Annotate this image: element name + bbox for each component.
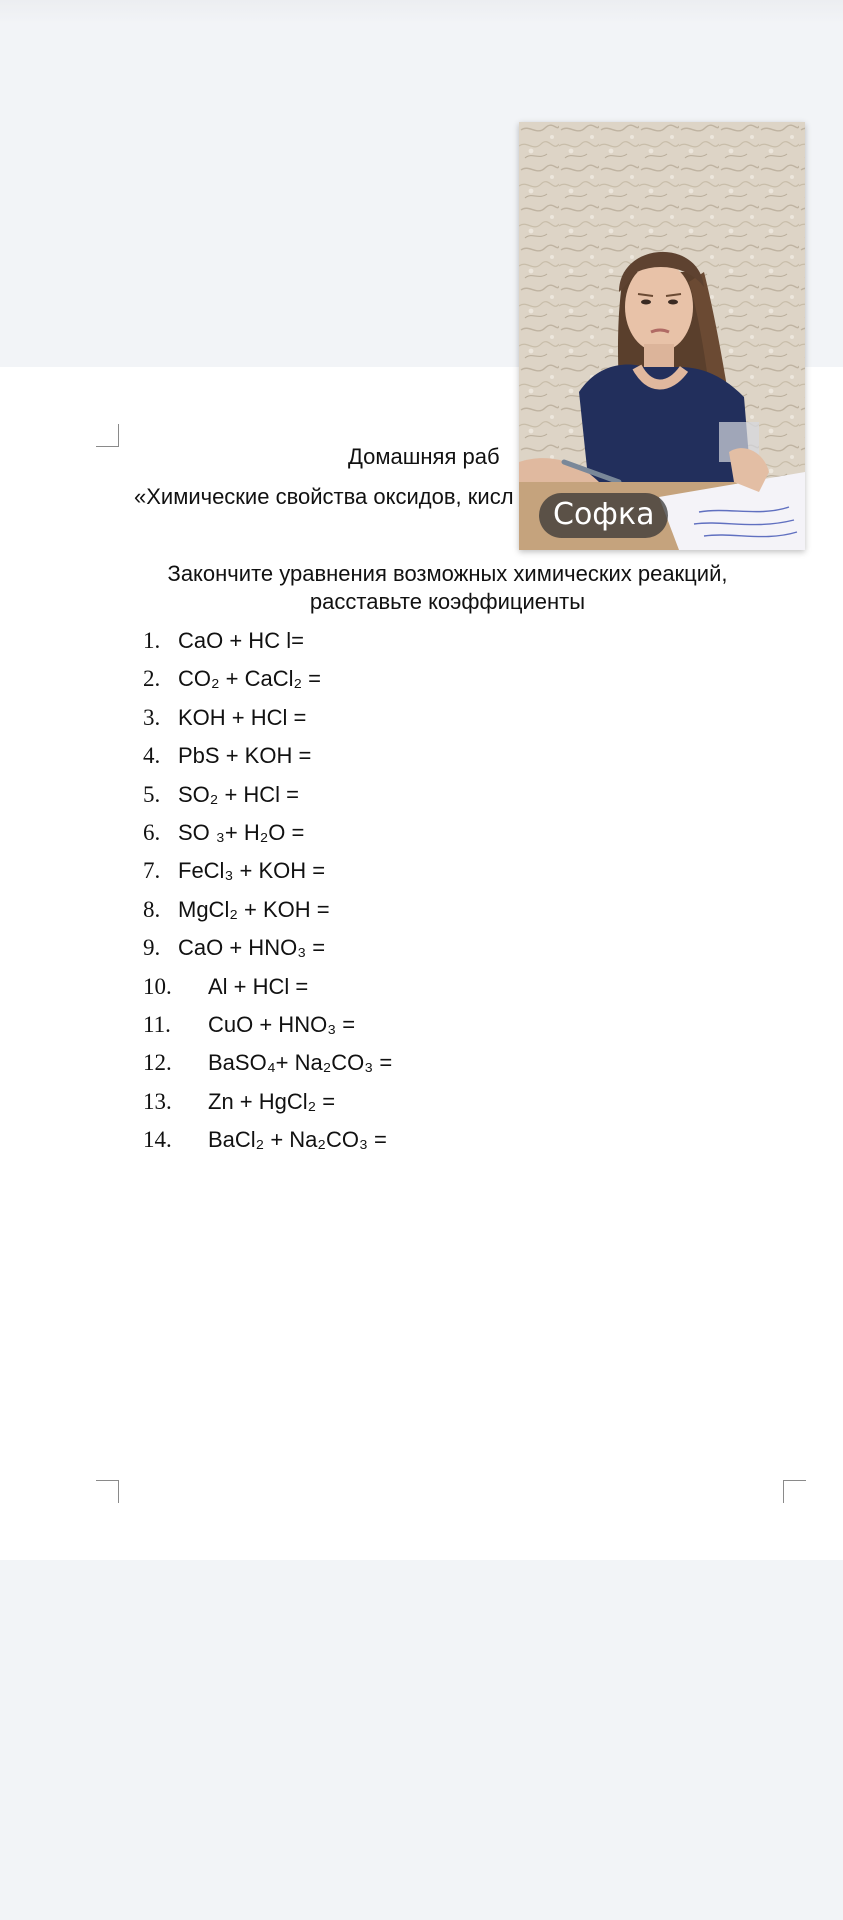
equation-text: SO₂ + HCl = xyxy=(178,781,300,807)
equation-number: 9. xyxy=(143,935,161,961)
equation-text: PbS + KOH = xyxy=(178,743,312,769)
video-call-overlay[interactable] xyxy=(519,122,805,550)
equation-number: 3. xyxy=(143,704,161,730)
equation-text: CaO + HC l= xyxy=(178,628,304,653)
equation-text: KOH + HCl = xyxy=(178,704,307,730)
equation-number: 14. xyxy=(143,1127,172,1153)
equation-text: MgCl₂ + KOH = xyxy=(178,896,330,922)
document-subtitle: «Химические свойства оксидов, кисл xyxy=(134,484,514,509)
task-line-2: расставьте коэффициенты xyxy=(309,589,586,614)
equation-text: Al + HCl = xyxy=(208,973,309,999)
equation-text: CO₂ + CaCl₂ = xyxy=(178,666,322,692)
equation-number: 11. xyxy=(143,1011,171,1037)
page-corner-mark-bottom-right xyxy=(783,1480,806,1503)
participant-video-feed xyxy=(519,122,805,550)
equation-number: 12. xyxy=(143,1050,172,1076)
task-line-1: Закончите уравнения возможных химических реакций, xyxy=(167,561,728,586)
equation-number: 10. xyxy=(143,973,172,999)
equation-number: 1. xyxy=(143,628,161,653)
equation-text: BaCl₂ + Na₂CO₃ = xyxy=(208,1127,387,1153)
equation-text: BaSO₄+ Na₂CO₃ = xyxy=(208,1050,393,1076)
equation-number: 5. xyxy=(143,781,161,807)
status-bar xyxy=(0,0,843,24)
document-title: Домашняя раб xyxy=(348,444,500,469)
equation-text: Zn + HgCl₂ = xyxy=(208,1088,336,1114)
page-corner-mark-bottom-left xyxy=(96,1480,119,1503)
equation-text: CuO + HNO₃ = xyxy=(208,1011,356,1037)
equation-text: SO ₃+ H₂O = xyxy=(178,819,305,845)
equation-number: 7. xyxy=(143,858,161,884)
equation-text: CaO + HNO₃ = xyxy=(178,935,326,961)
equation-number: 8. xyxy=(143,896,161,922)
equation-number: 6. xyxy=(143,819,161,845)
equation-number: 2. xyxy=(143,666,161,692)
participant-name-badge: Софка xyxy=(539,493,668,538)
equation-text: FeCl₃ + KOH = xyxy=(178,858,326,884)
equation-number: 13. xyxy=(143,1088,172,1114)
page-corner-mark-top-left xyxy=(96,424,119,447)
equation-number: 4. xyxy=(143,743,161,769)
task-instruction xyxy=(150,560,745,616)
